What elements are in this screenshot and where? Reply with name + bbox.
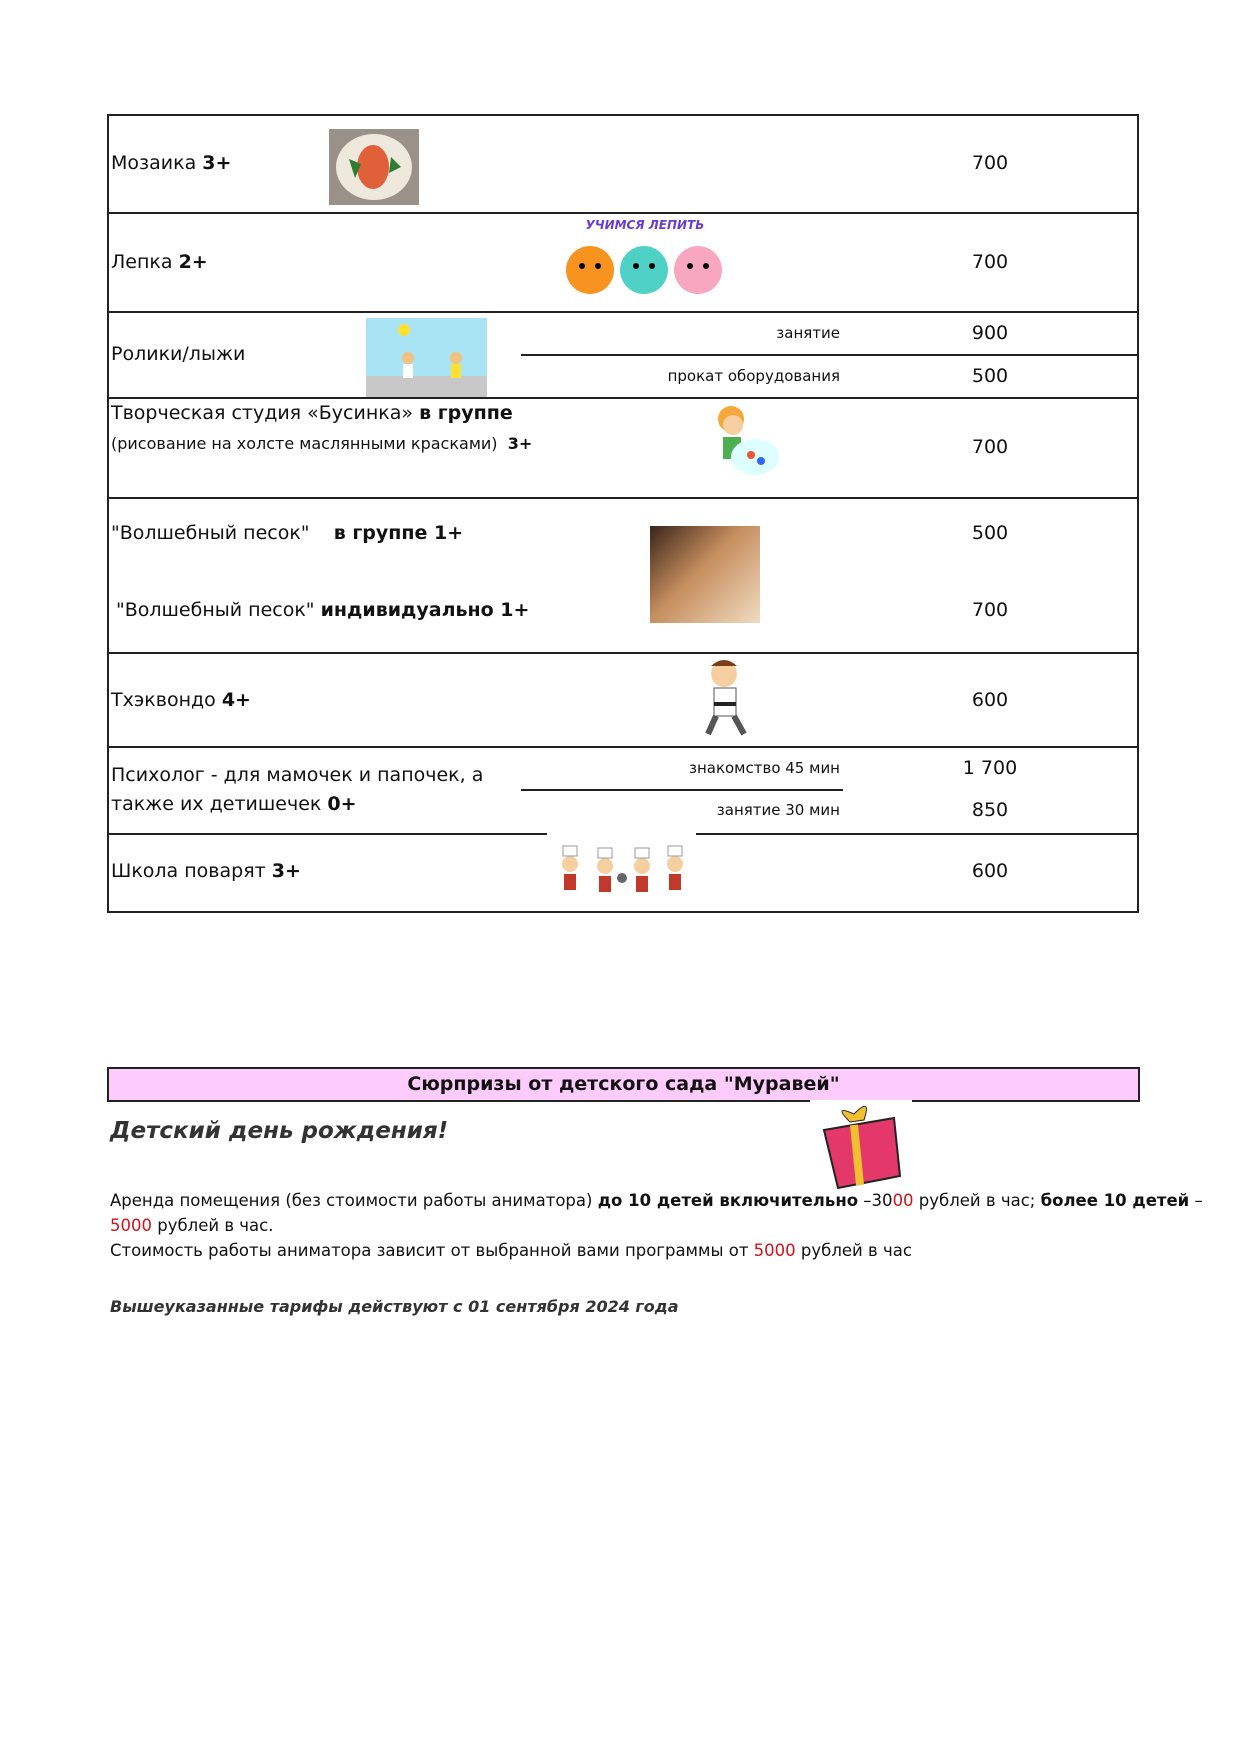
sand-art-image (650, 526, 760, 623)
table-border-left (107, 114, 109, 913)
price: 1 700 (962, 757, 1018, 779)
price: 500 (971, 522, 1009, 544)
service-name: Лепка 2+ (111, 251, 208, 273)
row-divider (107, 746, 1138, 748)
service-name: Школа поварят 3+ (111, 860, 301, 882)
price: 850 (971, 799, 1009, 821)
row-divider (107, 397, 1138, 399)
row-divider (696, 833, 1138, 835)
price: 700 (971, 436, 1009, 458)
tariffs-footer: Вышеуказанные тарифы действуют с 01 сентября 2024 года (110, 1297, 679, 1316)
birthday-title: Детский день рождения! (110, 1118, 449, 1144)
price: 700 (971, 599, 1009, 621)
service-note: (рисование на холсте маслянными красками) 3+ (111, 434, 533, 453)
rent-text: Аренда помещения (без стоимости работы аниматора) до 10 детей включительно –3000 рублей в час; более 10 детей – (110, 1191, 1203, 1210)
image-caption: УЧИМСЯ ЛЕПИТЬ (585, 218, 705, 232)
row-divider (107, 652, 1138, 654)
mosaic-image (329, 129, 419, 205)
clay-animals-image (560, 218, 730, 306)
sub-row-divider (521, 354, 1138, 356)
row-divider (107, 497, 1138, 499)
table-border-top (107, 114, 1138, 116)
service-name: Ролики/лыжи (111, 343, 246, 365)
taekwondo-kid-image (692, 656, 764, 738)
option-label: занятие (776, 324, 840, 342)
rollerskating-kids-image (366, 318, 487, 397)
service-name: Творческая студия «Бусинка» в группе (111, 402, 513, 424)
option-label: знакомство 45 мин (688, 759, 840, 777)
little-chefs-image (550, 836, 695, 908)
service-name: также их детишечек 0+ (111, 793, 357, 815)
price: 600 (971, 689, 1009, 711)
service-name: "Волшебный песок" в группе 1+ (111, 522, 464, 544)
row-divider (107, 212, 1138, 214)
table-border-right (1137, 114, 1139, 913)
price: 600 (971, 860, 1009, 882)
price: 700 (971, 251, 1009, 273)
painting-boy-image (703, 401, 785, 483)
table-border-bottom (107, 911, 1138, 913)
gift-box-image (810, 1100, 912, 1192)
service-name: Мозаика 3+ (111, 152, 232, 174)
surprises-header: Сюрпризы от детского сада "Муравей" (107, 1067, 1140, 1102)
service-name: Тхэквондо 4+ (111, 689, 251, 711)
price: 900 (971, 322, 1009, 344)
price: 700 (971, 152, 1009, 174)
row-divider (107, 833, 547, 835)
row-divider (107, 311, 1138, 313)
option-label: занятие 30 мин (716, 801, 840, 819)
option-label: прокат оборудования (667, 367, 840, 385)
service-name: Психолог - для мамочек и папочек, а (111, 764, 484, 786)
animator-text: Стоимость работы аниматора зависит от выбранной вами программы от 5000 рублей в час (110, 1241, 912, 1260)
rent-text-cont: 5000 рублей в час. (110, 1216, 274, 1235)
price: 500 (971, 365, 1009, 387)
service-name: "Волшебный песок" индивидуально 1+ (116, 599, 530, 621)
sub-row-divider (521, 789, 843, 791)
